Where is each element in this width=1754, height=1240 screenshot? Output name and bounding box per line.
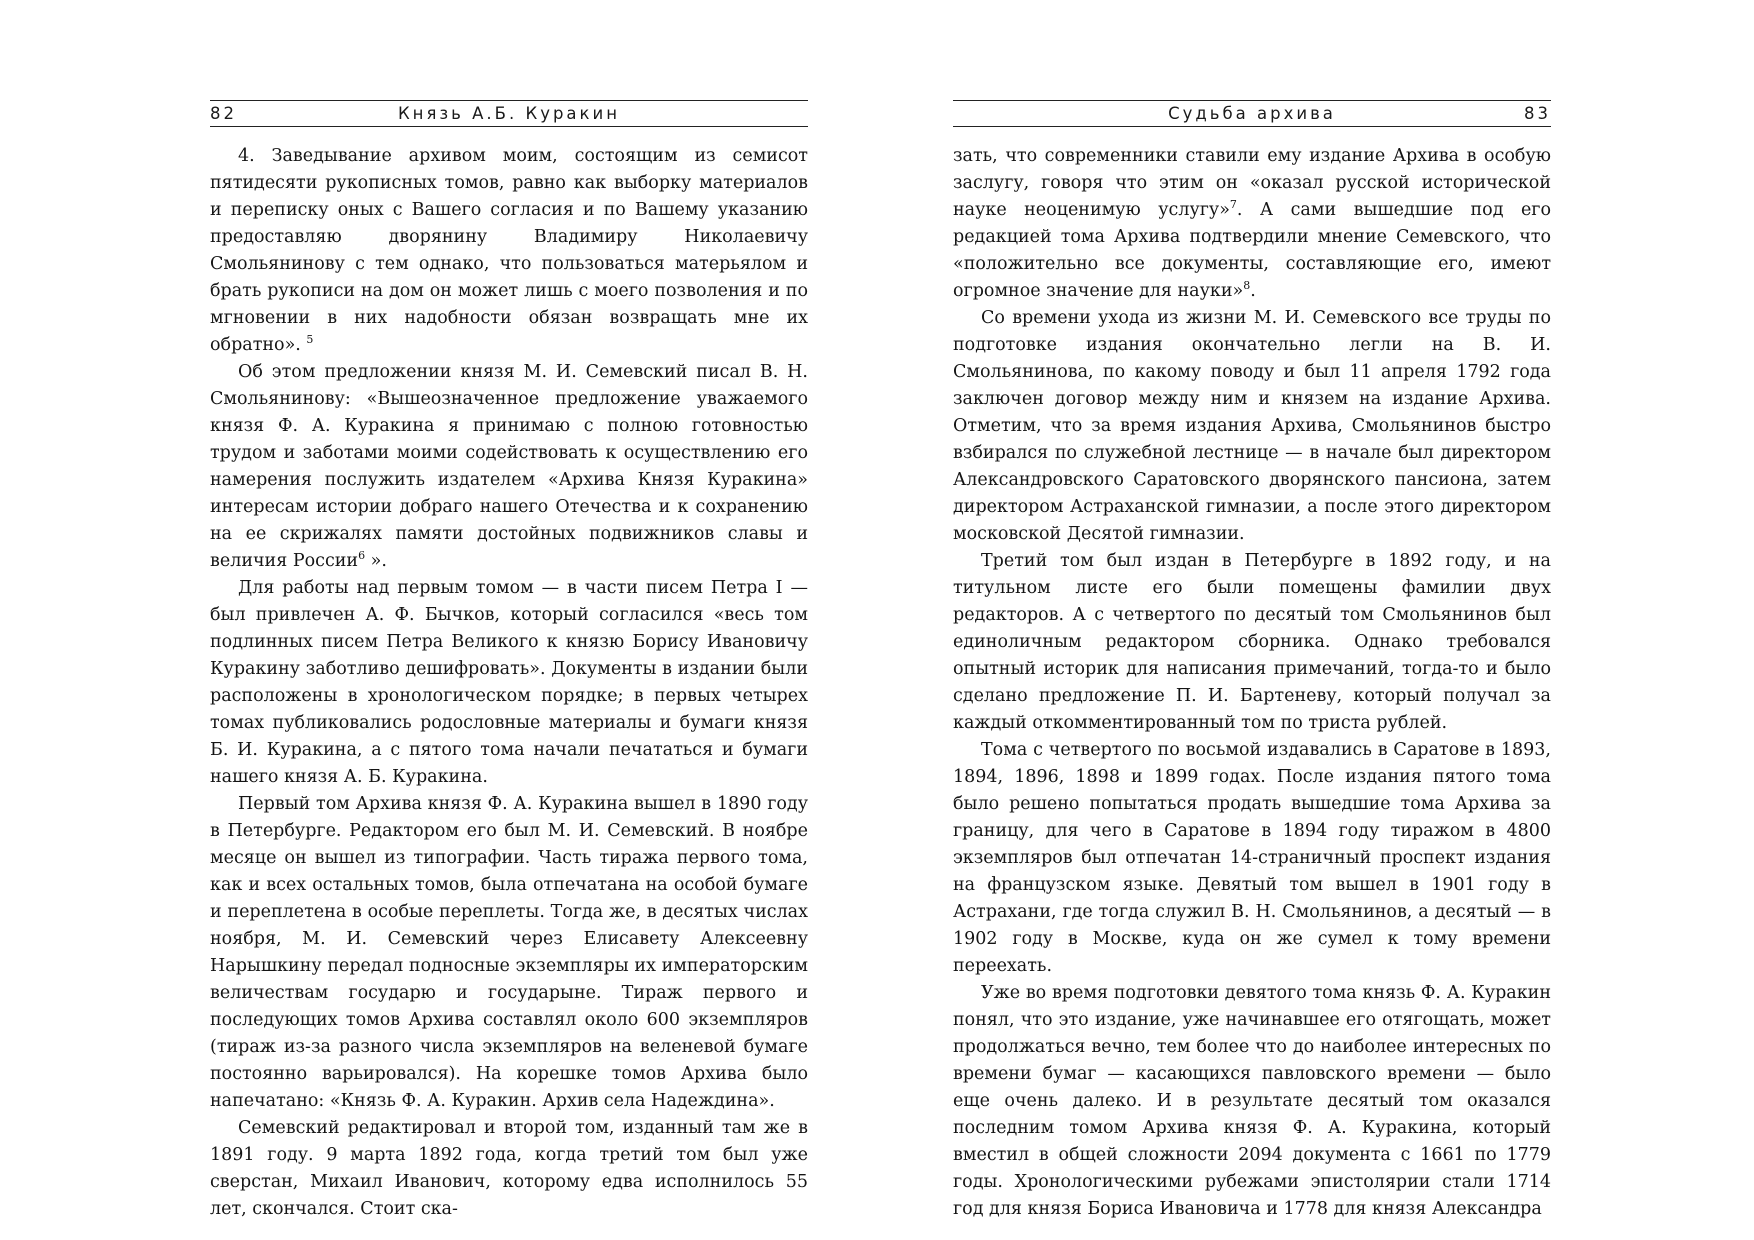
paragraph-text: Семевский редактировал и второй том, изданный там же в 1891 году. 9 марта 1892 года, когда третий том был уже сверстан, Михаил Иванович, которому едва исполнилось 55 лет, скончался. Стоит ска-: [210, 1118, 808, 1219]
left-page: [210, 100, 808, 1223]
right-page: [953, 100, 1551, 1223]
paragraph-text: Для работы над первым томом — в части писем Петра I — был привлечен А. Ф. Бычков, который согласился «весь том подлинных писем Петра Великого к князю Борису Ивановичу Куракину заботливо дешифровать». Документы в издании были расположены в хронологическом порядке; в первых четырех томах публиковались родословные материалы и бумаги князя Б. И. Куракина, а с пятого тома начали печататься и бумаги нашего князя А. Б. Куракина.: [210, 578, 808, 787]
left-running-title: Князь А.Б. Куракин: [397, 104, 621, 123]
left-page-number: 82: [210, 104, 237, 123]
paragraph-text: Третий том был издан в Петербурге в 1892 году, и на титульном листе его были помещены фамилии двух редакторов. А с четвертого по десятый том Смольянинов был единоличным редактором сборника. Однако требовался опытный историк для написания примечаний, тогда-то и было сделано предложение П. И. Бартеневу, который получал за каждый откомментированный том по триста рублей.: [953, 551, 1551, 733]
left-running-head: [210, 100, 808, 127]
right-running-title: Судьба архива: [1168, 104, 1336, 123]
paragraph-text: Тома с четвертого по восьмой издавались в Саратове в 1893, 1894, 1896, 1898 и 1899 годах. После издания пятого тома было решено попытаться продать вышедшие тома Архива за границу, для чего в Саратове в 1894 году тиражом в 4800 экземпляров был отпечатан 14-страничный проспект издания на французском языке. Девятый том вышел в 1901 году в Астрахани, где тогда служил В. Н. Смольянинов, а десятый — в 1902 году в Москве, куда он же сумел к тому времени переехать.: [953, 740, 1551, 976]
paragraph-text: .: [1250, 281, 1256, 301]
paragraph-text: . А сами вышедшие под его редакцией тома Архива подтвердили мнение Семевского, что «положительно все документы, составляющие его, имеют огромное значение для науки»: [953, 200, 1551, 301]
paragraph-text: Со времени ухода из жизни М. И. Семевского все труды по подготовке издания окончательно легли на В. И. Смольянинова, по какому поводу и был 11 апреля 1792 года заключен договор между ним и князем на издание Архива. Отметим, что за время издания Архива, Смольянинов быстро взбирался по служебной лестнице — в начале был директором Александровского Саратовского дворянского пансиона, затем директором Астраханской гимназии, а после этого директором московской Десятой гимназии.: [953, 308, 1551, 544]
paragraph: [210, 359, 808, 575]
right-body-text: [953, 143, 1551, 1223]
left-body-text: [210, 143, 808, 1223]
paragraph-text: Уже во время подготовки девятого тома князь Ф. А. Куракин понял, что это издание, уже начинавшее его отягощать, может продолжаться вечно, тем более что до наиболее интересных по времени бумаг — касающихся павловского времени — было еще очень далеко. И в результате десятый том оказался последним томом Архива князя Ф. А. Куракина, который вместил в общей сложности 2094 документа с 1661 по 1779 годы. Хронологическими рубежами эпистолярии стали 1714 год для князя Бориса Ивановича и 1778 для князя Александра: [953, 983, 1551, 1219]
right-page-number: 83: [1524, 104, 1551, 123]
footnote-reference: 8: [1243, 279, 1251, 292]
paragraph: [210, 575, 808, 791]
paragraph: [953, 548, 1551, 737]
paragraph: [210, 143, 808, 359]
footnote-reference: 7: [1229, 198, 1237, 211]
paragraph-text: Об этом предложении князя М. И. Семевский писал В. Н. Смольянинову: «Вышеозначенное предложение уважаемого князя Ф. А. Куракина я принимаю с полною готовностью трудом и заботами моими содействовать к осуществлению его намерения послужить издателем «Архива Князя Куракина» интересам истории добраго нашего Отечества и к сохранению на ее скрижалях памяти достойных подвижников славы и величия России: [210, 362, 808, 571]
paragraph: [953, 737, 1551, 980]
paragraph: [210, 791, 808, 1115]
paragraph-text: зать, что современники ставили ему издание Архива в особую заслугу, говоря что этим он «оказал русской исторической науке неоценимую услугу»: [953, 146, 1551, 220]
footnote-reference: 6: [358, 549, 366, 562]
paragraph: [953, 980, 1551, 1223]
paragraph-text: ».: [365, 551, 387, 571]
paragraph-text: 4. Заведывание архивом моим, состоящим из семисот пятидесяти рукописных томов, равно как выборку материалов и переписку оных с Вашего согласия и по Вашему указанию предоставляю дворянину Владимиру Николаевичу Смольянинову с тем однако, что пользоваться матерьялом и брать рукописи на дом он может лишь с моего позволения и по мгновении в них надобности обязан возвращать мне их обратно».: [210, 146, 808, 355]
paragraph: [210, 1115, 808, 1223]
footnote-reference: 5: [306, 333, 314, 346]
right-running-head: [953, 100, 1551, 127]
paragraph: [953, 305, 1551, 548]
paragraph: [953, 143, 1551, 305]
paragraph-text: Первый том Архива князя Ф. А. Куракина вышел в 1890 году в Петербурге. Редактором его был М. И. Семевский. В ноябре месяце он вышел из типографии. Часть тиража первого тома, как и всех остальных томов, была отпечатана на особой бумаге и переплетена в особые переплеты. Тогда же, в десятых числах ноября, М. И. Семевский через Елисавету Алексеевну Нарышкину передал подносные экземпляры их императорским величествам государю и государыне. Тираж первого и последующих томов Архива составлял около 600 экземпляров (тираж из-за разного числа экземпляров на веленевой бумаге постоянно варьировался). На корешке томов Архива было напечатано: «Князь Ф. А. Куракин. Архив села Надеждина».: [210, 794, 808, 1111]
